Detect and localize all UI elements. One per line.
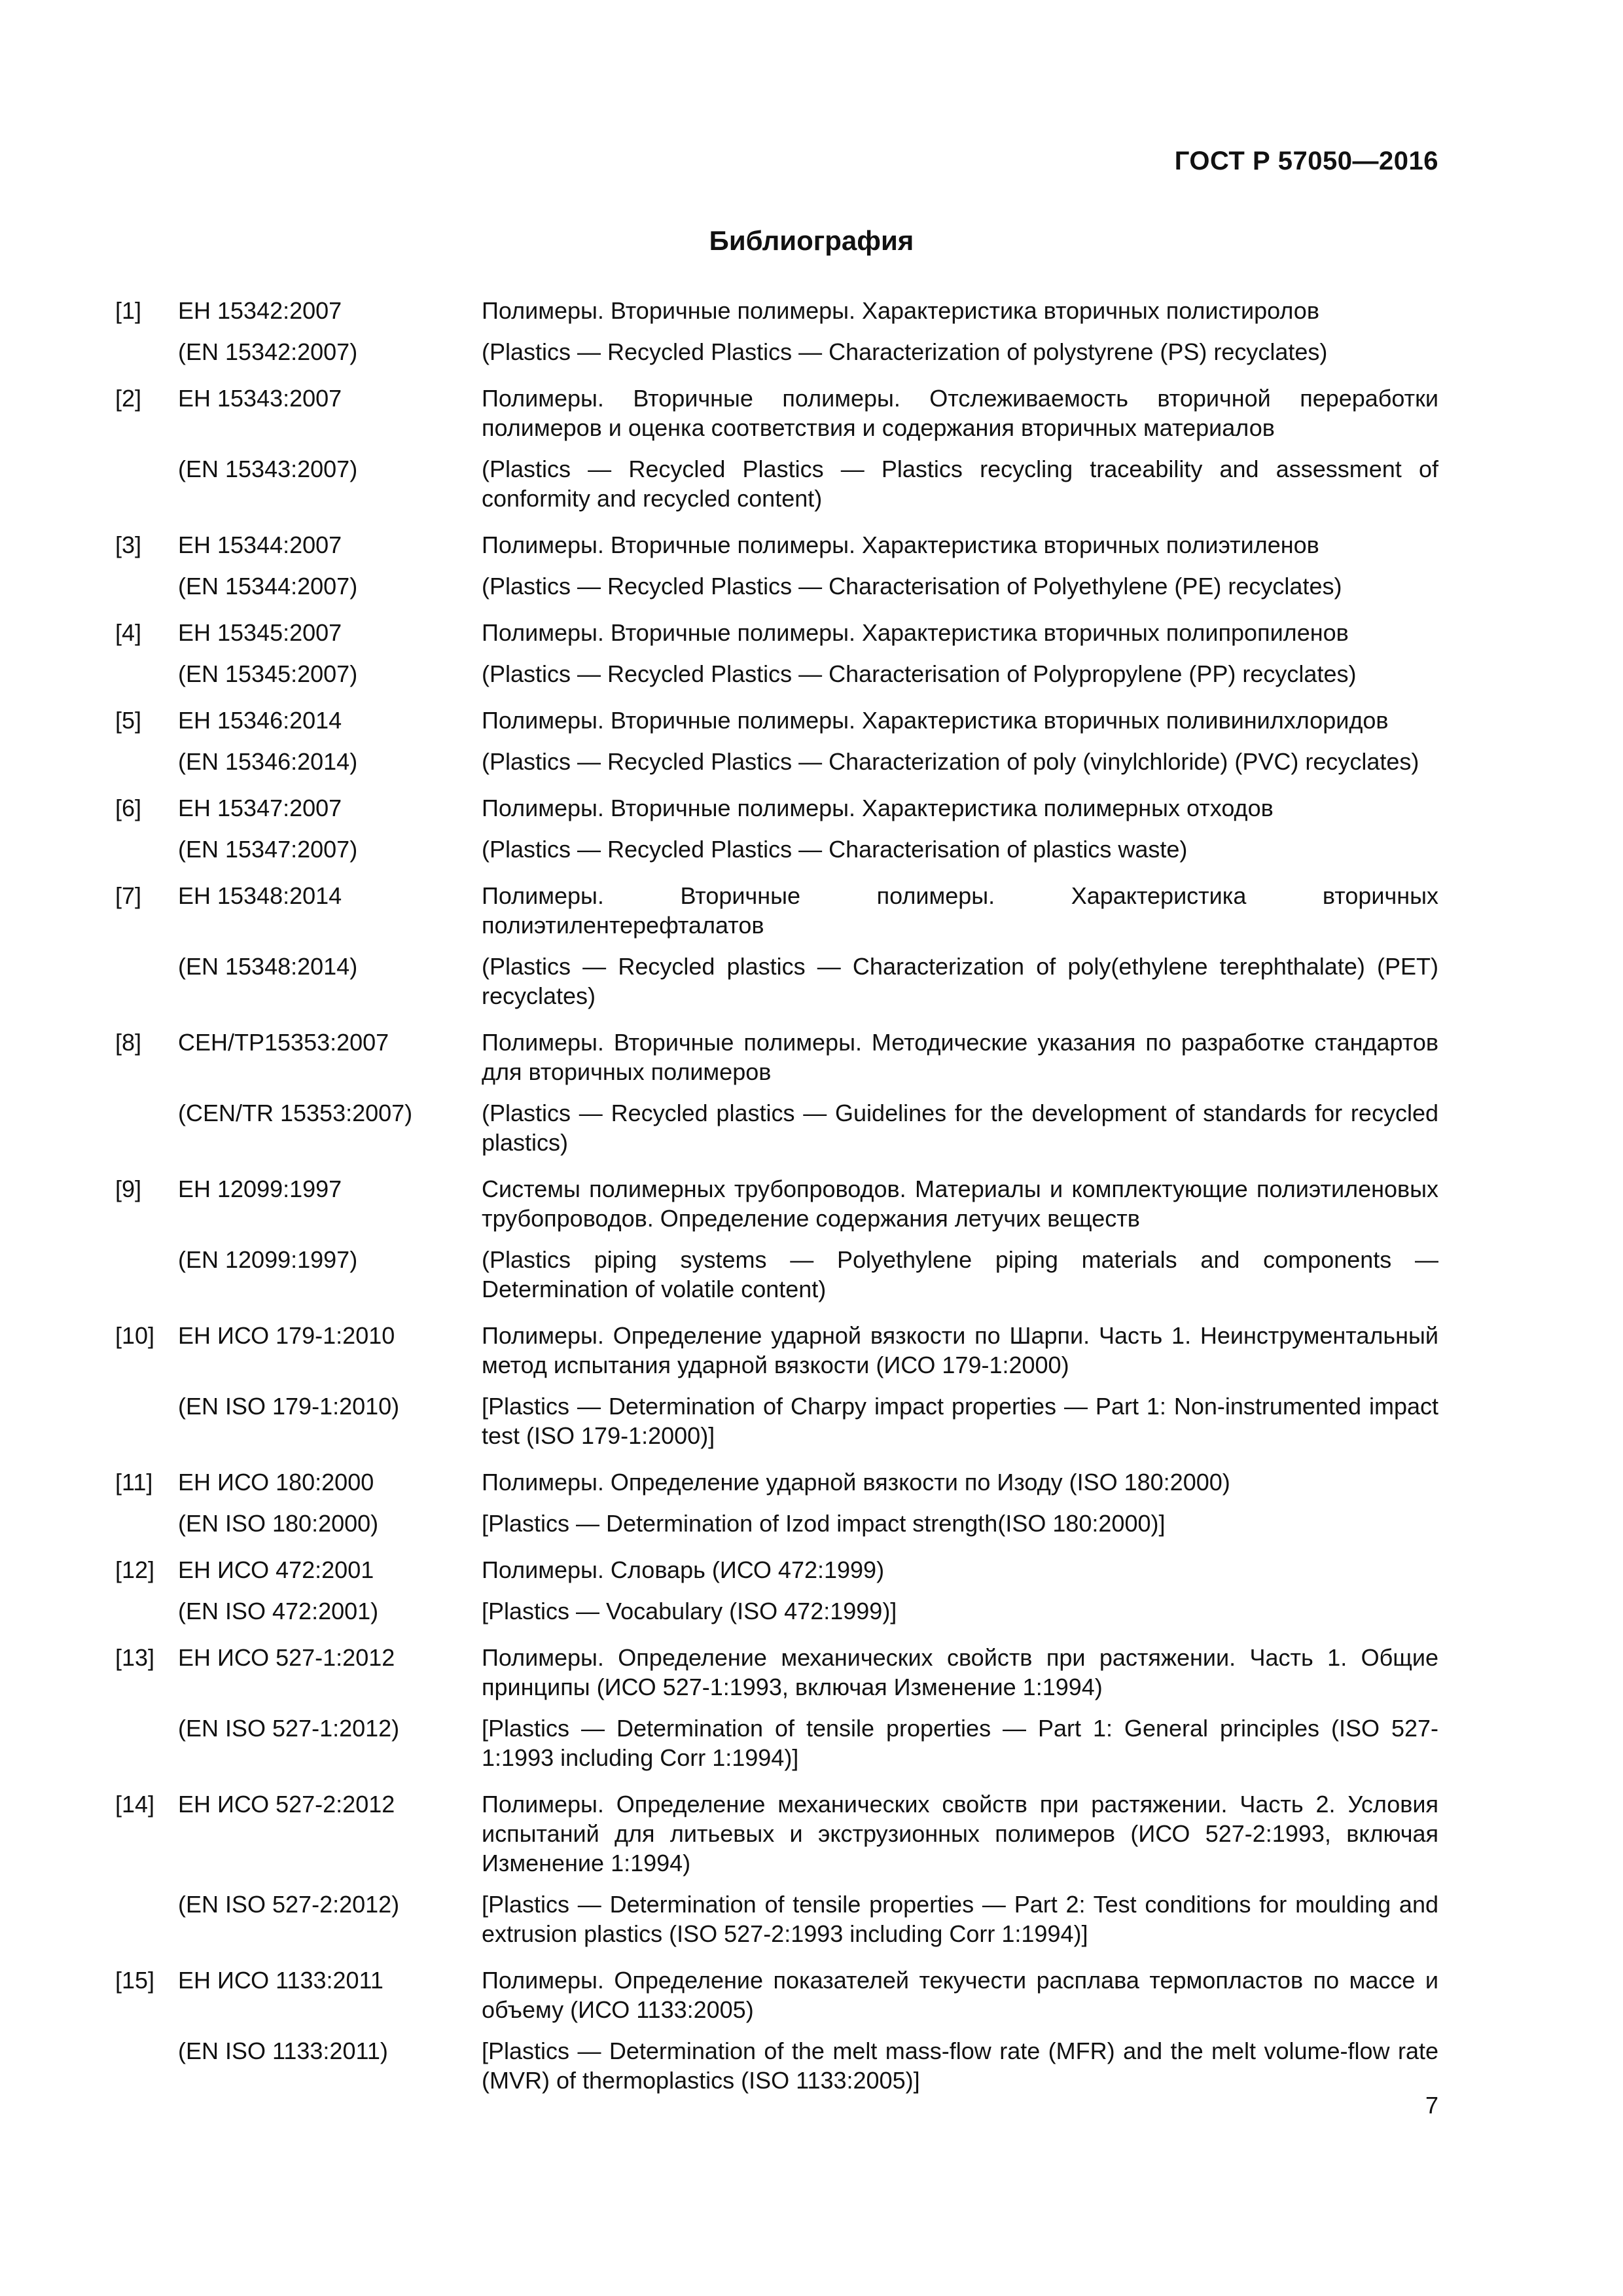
entry-number: [11]: [115, 1469, 153, 1496]
entry-number-spacer: [115, 952, 178, 1011]
entry-number: [1]: [115, 297, 142, 324]
standard-code-english: (EN ISO 527-1:2012): [178, 1715, 400, 1742]
bibliography-entry: [115, 1555, 1438, 1626]
bibliography-entry: [115, 618, 1438, 689]
standard-code-english: (EN 12099:1997): [178, 1246, 358, 1273]
standard-code-russian: ЕН ИСО 180:2000: [178, 1469, 374, 1496]
entry-number: [14]: [115, 1791, 155, 1818]
entry-number-spacer: [115, 659, 178, 689]
entry-row-english: [115, 1596, 1438, 1626]
standard-title-russian: Полимеры. Определение механических свойств при растяжении. Часть 2. Условия испытаний для литьевых и экструзионных полимеров (ИСО 527-2:1993, включая Изменение 1:1994): [482, 1791, 1438, 1876]
standard-title-english: [Plastics — Determination of tensile properties — Part 2: Test conditions for moulding and extrusion plastics (ISO 527-2:1993 including Corr 1:1994)]: [482, 1891, 1438, 1947]
standard-title-english: (Plastics piping systems — Polyethylene piping materials and components — Determination of volatile content): [482, 1246, 1438, 1302]
entry-row-russian: [115, 1789, 1438, 1878]
entry-row-russian: [115, 296, 1438, 325]
standard-title-russian: Полимеры. Вторичные полимеры. Характеристика вторичных поливинилхлоридов: [482, 707, 1389, 734]
standard-code-english: (EN 15344:2007): [178, 573, 358, 600]
standard-code-english: (EN 15347:2007): [178, 836, 358, 863]
entry-row-english: [115, 1391, 1438, 1450]
standard-title-russian: Полимеры. Определение ударной вязкости по Шарпи. Часть 1. Неинструментальный метод испытания ударной вязкости (ИСО 179-1:2000): [482, 1322, 1438, 1378]
standard-code-russian: ЕН 15344:2007: [178, 531, 342, 558]
standard-code-english: (EN ISO 527-2:2012): [178, 1891, 400, 1918]
standard-title-english: (Plastics — Recycled plastics — Guidelines for the development of standards for recycled plastics): [482, 1100, 1438, 1156]
entry-number-spacer: [115, 1713, 178, 1772]
standard-code-english: (CEN/TR 15353:2007): [178, 1100, 413, 1126]
standard-title-russian: Полимеры. Вторичные полимеры. Характеристика вторичных полиэтилентерефталатов: [482, 882, 1438, 939]
standard-code-english: (EN ISO 179-1:2010): [178, 1393, 400, 1420]
standard-code-russian: ЕН ИСО 472:2001: [178, 1556, 374, 1583]
entry-number: [4]: [115, 619, 142, 646]
standard-code-russian: ЕН 15346:2014: [178, 707, 342, 734]
entry-number-spacer: [115, 2036, 178, 2095]
entry-row-russian: [115, 530, 1438, 560]
standard-title-russian: Полимеры. Словарь (ИСО 472:1999): [482, 1556, 885, 1583]
standard-code-english: (EN ISO 1133:2011): [178, 2037, 388, 2064]
standard-title-russian: Полимеры. Вторичные полимеры. Характеристика вторичных полиэтиленов: [482, 531, 1319, 558]
standard-title-english: [Plastics — Determination of Izod impact strength(ISO 180:2000)]: [482, 1510, 1166, 1537]
entry-row-russian: [115, 1174, 1438, 1233]
entry-number: [9]: [115, 1175, 142, 1202]
standard-code-english: (EN 15346:2014): [178, 748, 358, 775]
standard-code-russian: ЕН ИСО 527-1:2012: [178, 1644, 395, 1671]
standard-code-russian: ЕН 15347:2007: [178, 795, 342, 821]
entry-row-russian: [115, 1643, 1438, 1702]
standard-title-russian: Полимеры. Определение показателей текучести расплава термопластов по массе и объему (ИСО 1133:2005): [482, 1967, 1438, 2023]
entry-row-english: [115, 1890, 1438, 1948]
bibliography-entry: [115, 881, 1438, 1011]
entry-row-russian: [115, 881, 1438, 940]
bibliography-entry: [115, 384, 1438, 513]
entry-row-russian: [115, 793, 1438, 823]
standard-code-russian: ЕН ИСО 1133:2011: [178, 1967, 383, 1994]
standard-title-english: (Plastics — Recycled Plastics — Characterisation of plastics waste): [482, 836, 1188, 863]
standard-title-english: [Plastics — Determination of Charpy impact properties — Part 1: Non-instrumented impact test (ISO 179-1:2000)]: [482, 1393, 1438, 1449]
entry-number-spacer: [115, 1098, 178, 1157]
bibliography-entry: [115, 1789, 1438, 1948]
entry-number: [13]: [115, 1644, 155, 1671]
standard-code-russian: ЕН 15343:2007: [178, 385, 342, 412]
standard-title-russian: Полимеры. Вторичные полимеры. Характеристика вторичных полипропиленов: [482, 619, 1349, 646]
entry-row-russian: [115, 706, 1438, 735]
entry-number-spacer: [115, 1890, 178, 1948]
entry-number: [12]: [115, 1556, 155, 1583]
entry-row-english: [115, 1509, 1438, 1538]
document-identifier: ГОСТ Р 57050—2016: [1174, 147, 1438, 175]
entry-row-russian: [115, 1321, 1438, 1380]
entry-number-spacer: [115, 1391, 178, 1450]
standard-title-english: (Plastics — Recycled Plastics — Characterization of polystyrene (PS) recyclates): [482, 338, 1328, 365]
bibliography-entry: [115, 530, 1438, 601]
standard-code-english: (EN 15345:2007): [178, 660, 358, 687]
bibliography-entry: [115, 1965, 1438, 2095]
bibliography-entry: [115, 1643, 1438, 1772]
standard-title-english: [Plastics — Determination of the melt mass-flow rate (MFR) and the melt volume-flow rate (MVR) of thermoplastics (ISO 1133:2005)]: [482, 2037, 1438, 2094]
standard-title-russian: Полимеры. Вторичные полимеры. Методические указания по разработке стандартов для вторичных полимеров: [482, 1029, 1438, 1085]
standard-code-russian: ЕН ИСО 179-1:2010: [178, 1322, 395, 1349]
entry-row-english: [115, 834, 1438, 864]
entry-row-english: [115, 1098, 1438, 1157]
standard-title-english: (Plastics — Recycled Plastics — Characterisation of Polyethylene (PE) recyclates): [482, 573, 1342, 600]
bibliography-entry: [115, 706, 1438, 776]
entry-number: [15]: [115, 1967, 155, 1994]
entry-row-russian: [115, 384, 1438, 442]
page-number: 7: [1425, 2092, 1438, 2119]
entry-number: [2]: [115, 385, 142, 412]
standard-title-russian: Полимеры. Вторичные полимеры. Отслеживаемость вторичной переработки полимеров и оценка соответствия и содержания вторичных материалов: [482, 385, 1438, 441]
standard-title-russian: Полимеры. Определение механических свойств при растяжении. Часть 1. Общие принципы (ИСО 527-1:1993, включая Изменение 1:1994): [482, 1644, 1438, 1700]
entry-number-spacer: [115, 337, 178, 367]
standard-code-english: (EN 15348:2014): [178, 953, 358, 980]
standard-code-russian: ЕН 15345:2007: [178, 619, 342, 646]
entry-number: [8]: [115, 1029, 142, 1056]
entry-number: [7]: [115, 882, 142, 909]
standard-code-english: (EN ISO 180:2000): [178, 1510, 379, 1537]
standard-code-russian: СЕН/ТР15353:2007: [178, 1029, 389, 1056]
entry-row-english: [115, 659, 1438, 689]
standard-title-english: [Plastics — Vocabulary (ISO 472:1999)]: [482, 1598, 897, 1624]
standard-code-russian: ЕН 12099:1997: [178, 1175, 342, 1202]
standard-title-russian: Полимеры. Определение ударной вязкости по Изоду (ISO 180:2000): [482, 1469, 1230, 1496]
entry-row-english: [115, 2036, 1438, 2095]
bibliography-entry: [115, 1467, 1438, 1538]
entry-row-english: [115, 454, 1438, 513]
entry-number: [10]: [115, 1322, 155, 1349]
entry-row-english: [115, 1245, 1438, 1304]
page-title: Библиография: [709, 225, 914, 256]
entry-row-russian: [115, 618, 1438, 647]
entry-row-russian: [115, 1555, 1438, 1585]
standard-code-english: (EN 15343:2007): [178, 456, 358, 482]
bibliography-entry: [115, 793, 1438, 864]
entry-number: [3]: [115, 531, 142, 558]
standard-code-english: (EN ISO 472:2001): [178, 1598, 379, 1624]
entry-number: [5]: [115, 707, 142, 734]
bibliography-entry: [115, 1028, 1438, 1157]
standard-title-english: (Plastics — Recycled plastics — Characterization of poly(ethylene terephthalate) (PET) recyclates): [482, 953, 1438, 1009]
standard-title-english: [Plastics — Determination of tensile properties — Part 1: General principles (ISO 527-1:1993 including Corr 1:1994)]: [482, 1715, 1438, 1771]
entry-number-spacer: [115, 1509, 178, 1538]
standard-title-russian: Полимеры. Вторичные полимеры. Характеристика вторичных полистиролов: [482, 297, 1319, 324]
entry-row-english: [115, 571, 1438, 601]
entry-number-spacer: [115, 834, 178, 864]
standard-title-russian: Системы полимерных трубопроводов. Материалы и комплектующие полиэтиленовых трубопроводов. Определение содержания летучих веществ: [482, 1175, 1438, 1232]
entry-row-russian: [115, 1467, 1438, 1497]
entry-row-english: [115, 337, 1438, 367]
standard-code-english: (EN 15342:2007): [178, 338, 358, 365]
standard-title-english: (Plastics — Recycled Plastics — Plastics recycling traceability and assessment of conformity and recycled content): [482, 456, 1438, 512]
standard-code-russian: ЕН ИСО 527-2:2012: [178, 1791, 395, 1818]
bibliography-list: [115, 296, 1438, 2095]
entry-number-spacer: [115, 1245, 178, 1304]
standard-title-english: (Plastics — Recycled Plastics — Characterization of poly (vinylchloride) (PVC) recyclates): [482, 748, 1419, 775]
bibliography-entry: [115, 1321, 1438, 1450]
entry-row-russian: [115, 1028, 1438, 1086]
standard-code-russian: ЕН 15342:2007: [178, 297, 342, 324]
entry-number-spacer: [115, 454, 178, 513]
standard-code-russian: ЕН 15348:2014: [178, 882, 342, 909]
entry-row-russian: [115, 1965, 1438, 2024]
entry-number-spacer: [115, 571, 178, 601]
entry-number-spacer: [115, 747, 178, 776]
bibliography-entry: [115, 1174, 1438, 1304]
entry-row-english: [115, 747, 1438, 776]
entry-row-english: [115, 1713, 1438, 1772]
entry-row-english: [115, 952, 1438, 1011]
entry-number-spacer: [115, 1596, 178, 1626]
bibliography-entry: [115, 296, 1438, 367]
standard-title-english: (Plastics — Recycled Plastics — Characterisation of Polypropylene (PP) recyclates): [482, 660, 1357, 687]
entry-number: [6]: [115, 795, 142, 821]
standard-title-russian: Полимеры. Вторичные полимеры. Характеристика полимерных отходов: [482, 795, 1274, 821]
